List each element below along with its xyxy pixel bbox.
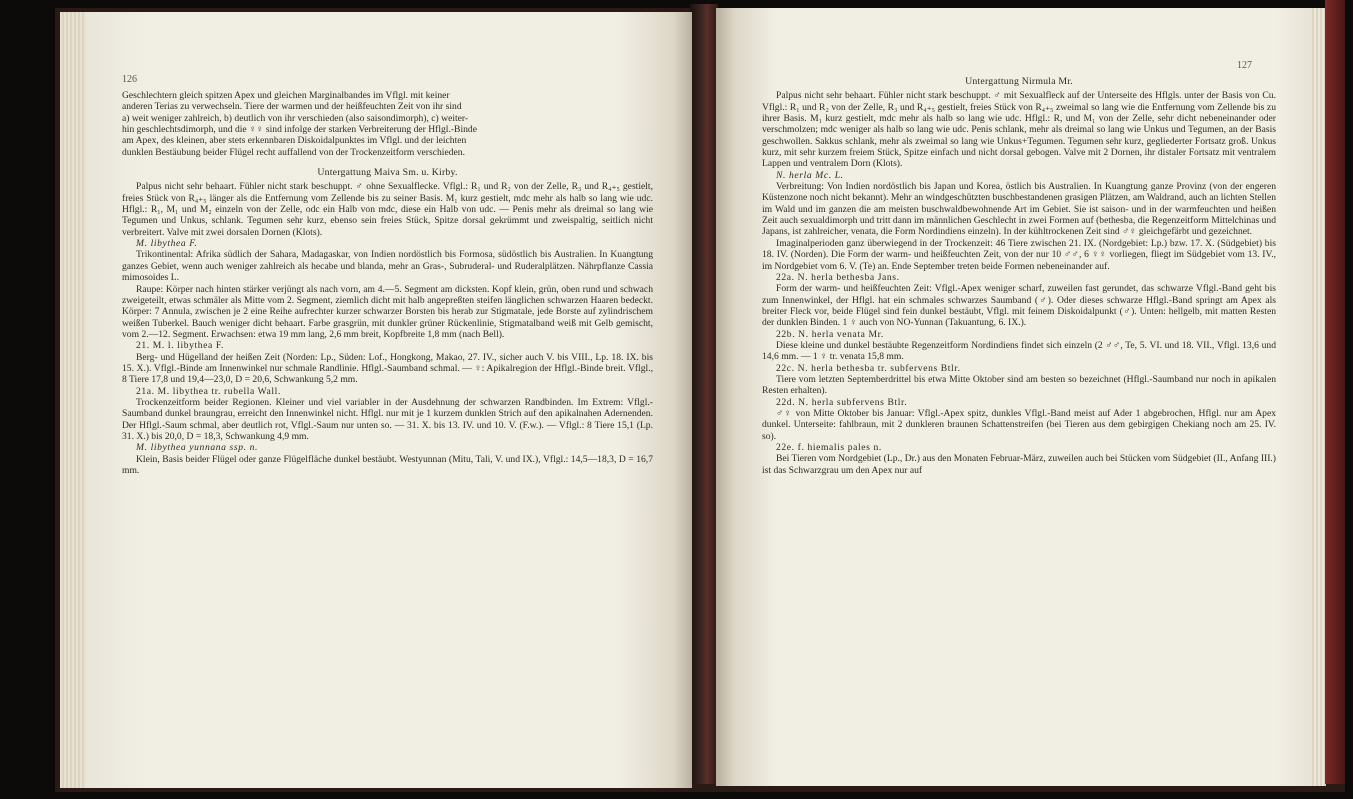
paragraph: Berg- und Hügelland der heißen Zeit (Norden: Lp., Süden: Lof., Hongkong, Makao, 27. IV., sicher auch V. bis VIII., Lp. 18. IX. bis 15. X.). Vflgl.-Binde am Innenwinkel nur schmale Randlinie. Hflgl.-Saumband schmal. — ♀: Apikalregion der Hflgl.-Binde breit. Vflgl., 8 Tiere 17,8 und 19,4—23,0, D = 20,6, Schwankung 5,2 mm. [122, 351, 653, 386]
left-page-text [122, 90, 653, 476]
species-heading: 22e. f. hiemalis pales n. [776, 442, 882, 453]
paragraph: Imaginalperioden ganz überwiegend in der Trockenzeit: 46 Tiere zwischen 21. IX. (Nordgebiet: Lp.) bzw. 17. X. (Südgebiet) bis 18. IV. (Norden). Die Form der warm- und heißfeuchten Zeit, von der nur 10 ♂♂, 6 ♀♀ vorliegen, fliegt im Südgebiet vom 13. IV., im Nordgebiet vom 6. V. (Te) an. Ende September treten beide Formen nebeneinander auf. [762, 237, 1276, 272]
book-spine [690, 4, 718, 784]
section-heading: Untergattung Maiva Sm. u. Kirby. [317, 167, 458, 179]
species-heading: 21. M. l. libythea F. [136, 340, 225, 352]
text-line: am Apex, des kleinen, aber stets erkennbaren Diskoidalpunktes im Vflgl. und der leichten [122, 135, 467, 147]
species-heading: 22c. N. herla bethesba tr. subfervens Btlr. [776, 362, 961, 374]
species-heading: 21a. M. libythea tr. rubella Wall. [136, 385, 281, 397]
paragraph: Palpus nicht sehr behaart. Fühler nicht stark beschuppt. ♂ ohne Sexualflecke. Vflgl.: R₁ und R₂ von der Zelle, R₃ und R₄₊₅ gestielt, freies Stück von R₄₊₅ länger als die Entfernung vom Zellende bis zu seiner Basis. M₁ kurz gestielt, mdc mehr als halb so lang wie udc. Hflgl.: R₁, M₁ und M₂ einzeln von der Zelle, odc ein Halb von mdc, diese ein Halb von udc. — Penis mehr als dreimal so lang wie Tegumen und Unkus, schlank. Tegumen sehr kurz, ebenso sein freies Stück, Spitze dorsal gekrümmt und zweispaltig, seitlich nicht verbreitert. Valve mit zwei dorsalen Dornen (Klots). [122, 181, 653, 238]
paragraph: Trikontinental: Afrika südlich der Sahara, Madagaskar, von Indien nordöstlich bis Formosa, südöstlich bis Australien. In Kuangtung ganzes Gebiet, wenn auch weniger zahlreich als hecabe und blanda, mehr an Gras-, Subruderal- und Ruderalplätzen. Nährpflanze Cassia mimosoides L. [122, 249, 653, 284]
paragraph: Bei Tieren vom Nordgebiet (Lp., Dr.) aus den Monaten Februar-März, zuweilen auch bei Stücken vom Südgebiet (II., Anfang III.) ist das Schwarzgrau um den Apex nur auf [762, 453, 1276, 476]
paragraph: Tiere vom letzten Septemberdrittel bis etwa Mitte Oktober sind am besten so bezeichnet (Hflgl.-Saumband nur noch in apikalen Resten erhalten). [762, 373, 1276, 397]
paragraph: Raupe: Körper nach hinten stärker verjüngt als nach vorn, am 4.—5. Segment am dicksten. Kopf klein, grün, oben rund und schwach zweigeteilt, etwas schmäler als Mitte vom 2. Segment, ziemlich dicht mit halb angepreßten steifen länglichen schwarzen Haaren bedeckt. Körper: 7 Annula, zwischen je 2 eine Reihe aufrechter kurzer schwarzer Borsten bis herab zur Stigmatale, jede Borste auf zylindrischem weißen Tuberkel. Bauch weniger dicht behaart. Farbe grasgrün, mit dunkler grüner Rückenlinie, Stigmatalband weiß mit Gelb gemischt, vom 2.—12. Segment. Erwachsen: etwa 19 mm lang, 2,6 mm breit, Kopfbreite 1,8 mm (nach Bell). [122, 283, 653, 340]
species-heading: N. herla Mc. L. [776, 169, 844, 181]
species-heading: 22a. N. herla bethesba Jans. [776, 271, 900, 283]
page-number: 127 [1237, 60, 1252, 71]
paragraph: Klein, Basis beider Flügel oder ganze Flügelfläche dunkel bestäubt. Westyunnan (Mitu, Tali, V. und IX.), Vflgl.: 14,5—18,3, D = 16,7 mm. [122, 453, 653, 476]
page-number: 126 [122, 74, 137, 85]
species-heading: 22d. N. herla subfervens Btlr. [776, 396, 908, 408]
right-page [716, 8, 1312, 786]
text-line: dunklen Bestäubung beider Flügel recht auffallend von der Trockenzeitform verschieden. [122, 146, 465, 158]
left-page [86, 12, 692, 788]
paragraph: Verbreitung: Von Indien nordöstlich bis Japan und Korea, östlich bis Australien. In Kuangtung ganze Provinz (von der engeren Küstenzone noch nicht bekannt). Mehr an windgeschützten buschbestandenen grasigen Plätzen, am Waldrand, auch an lichten Stellen im Wald und im ganzen die am meisten buschwaldbewohnende Art im Gebiet. Sie ist saison- und in der warmfeuchten und heißen Zeit auch sexualdimorph und tritt dann im männlichen Geschlecht in zwei Formen auf (bethesba, die Regenzeitform Mittelchinas und Japans, ist zahlreicher, venata, die Form Nordindiens einzeln). In der kühltrockenen Zeit sind ♂♀ gleichgefärbt und gezeichnet. [762, 181, 1276, 238]
section-heading: Untergattung Nirmula Mr. [965, 76, 1073, 87]
paragraph: ♂♀ von Mitte Oktober bis Januar: Vflgl.-Apex spitz, dunkles Vflgl.-Band meist auf Ader 1 abgebrochen, Hflgl. nur am Apex dunkel. Unterseite: fahlbraun, mit 2 dunkleren braunen Schattenstreifen (bei Tieren aus dem gebirgigen Chekiang noch am 25. IV. so). [762, 407, 1276, 442]
book-cover-edge [1325, 0, 1345, 784]
paragraph: Diese kleine und dunkel bestäubte Regenzeitform Nordindiens findet sich einzeln (2 ♂♂, Te, 5. VI. und 18. VII., Vflgl. 13,6 und 14,6 mm. — 1 ♀ tr. venata 15,8 mm. [762, 339, 1276, 363]
species-heading: 22b. N. herla venata Mr. [776, 328, 884, 340]
left-page-edges [60, 12, 88, 788]
right-page-text [762, 76, 1276, 476]
species-heading: M. libythea yunnana ssp. n. [136, 442, 258, 454]
text-line: hin geschlechtsdimorph, und die ♀♀ sind infolge der starken Verbreiterung der Hflgl.-Binde [122, 124, 477, 136]
paragraph: Palpus nicht sehr behaart. Fühler nicht stark beschuppt. ♂ mit Sexualfleck auf der Unterseite des Hflgls. unter der Basis von Cu. Vflgl.: R₁ und R₂ von der Zelle, R₃ und R₄₊₅ gestielt, freies Stück von R₄₊₅ zweimal so lang wie die Entfernung vom Zellende bis zu ihrer Basis. M₁ kurz gestielt, mdc mehr als halb so lang wie udc. Hflgl.: R, und M₁ von der Zelle, sehr dicht nebeneinander oder verschmolzen; mdc weniger als halb so lang wie udc. Penis schlank, mehr als dreimal so lang wie Unkus und Tegumen, an der Basis geschwollen. Sakkus schlank, mehr als zweimal so lang wie Unkus+Tegumen. Tegumen sehr kurz, gegliederter Fortsatz groß. Unkus kurz, mit sehr kurzem freiem Stück, Spitze einfach und nicht dorsal gebogen. Valve mit 2 Dornen, ihr distaler Fortsatz mit ventralem Lappen und ventralem Dorn (Klots). [762, 90, 1276, 170]
paragraph: Trockenzeitform beider Regionen. Kleiner und viel variabler in der Ausdehnung der schwarzen Randbinden. Im Extrem: Vflgl.-Saumband dunkel braungrau, erreicht den Innenwinkel nicht. Hflgl. nur mit je 1 kurzem dunklen Strich auf den apikalnahen Adernenden. Der Hflgl.-Saum schmal, aber deutlich rot, Vflgl.-Saum nur unten so. — 31. X. bis 13. IV. und 10. V. (F.w.). — Vflgl.: 8 Tiere 15,1 (Lp. 31. X.) bis 20,0, D = 18,3, Schwankung 4,9 mm. [122, 396, 653, 442]
text-line: Geschlechtern gleich spitzen Apex und gleichen Marginalbandes im Vflgl. mit keiner [122, 90, 450, 101]
right-page-edges [1310, 8, 1326, 786]
paragraph: Form der warm- und heißfeuchten Zeit: Vflgl.-Apex weniger scharf, zuweilen fast gerundet, das schwarze Vflgl.-Band geht bis zum Innenwinkel, der Hflgl. hat ein schmales schwarzes Saumband (♂). Oder dieses schwarze Hflgl.-Band springt am Apex als breiter Fleck vor, beide Flügel sind fein dunkel bestäubt, Vflgl. mit feinem Diskoidalpunkt (♂). Unten: hellgelb, mit matten Resten der dunklen Binden. 1 ♀ auch von NO-Yunnan (Takuantung, 6. IX.). [762, 283, 1276, 329]
text-line: a) weit weniger zahlreich, b) deutlich von ihr verschieden (also saisondimorph), c) weiter- [122, 112, 469, 124]
species-heading: M. libythea F. [136, 238, 198, 250]
text-line: anderen Terias zu verwechseln. Tiere der warmen und der heißfeuchten Zeit von ihr sind [122, 101, 462, 113]
